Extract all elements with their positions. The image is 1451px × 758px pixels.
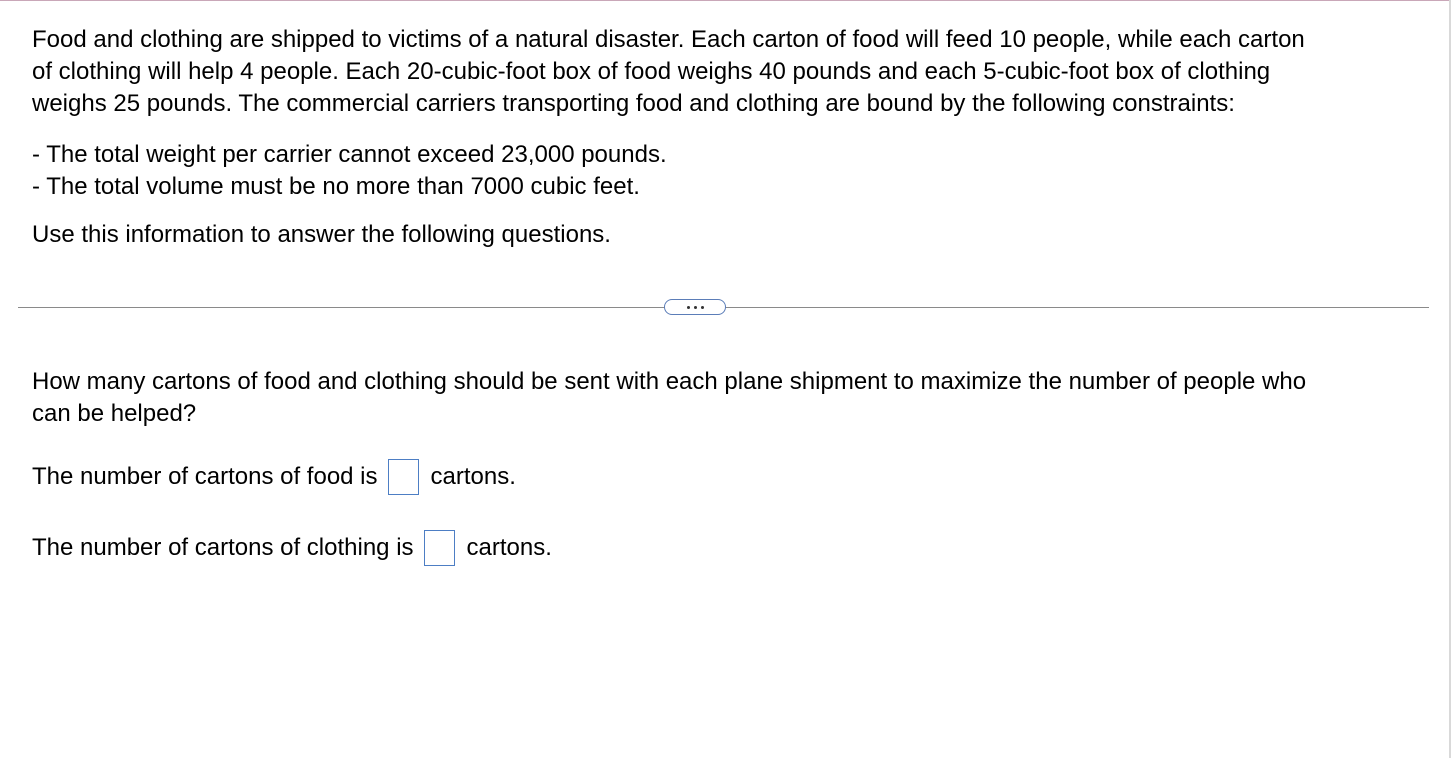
problem-line-1: Food and clothing are shipped to victims of a natural disaster. Each carton of food will feed 10 people, while each carton	[32, 26, 1305, 53]
food-answer-prefix: The number of cartons of food is	[32, 463, 378, 490]
constraint-weight: - The total weight per carrier cannot exceed 23,000 pounds.	[32, 141, 667, 168]
food-cartons-input[interactable]	[388, 459, 419, 495]
clothing-answer-suffix: cartons.	[466, 534, 552, 561]
constraint-volume: - The total volume must be no more than 7000 cubic feet.	[32, 173, 640, 200]
top-border	[0, 0, 1451, 1]
food-answer-row	[32, 457, 516, 497]
problem-line-3: weighs 25 pounds. The commercial carriers transporting food and clothing are bound by the following constraints:	[32, 90, 1235, 117]
ellipsis-dot-icon	[701, 306, 704, 309]
clothing-cartons-input[interactable]	[424, 530, 455, 566]
clothing-answer-row	[32, 528, 552, 568]
food-answer-suffix: cartons.	[430, 463, 516, 490]
clothing-answer-prefix: The number of cartons of clothing is	[32, 534, 414, 561]
question-line-2: can be helped?	[32, 400, 197, 427]
expand-more-button[interactable]	[664, 299, 726, 315]
problem-line-2: of clothing will help 4 people. Each 20-cubic-foot box of food weighs 40 pounds and each 5-cubic-foot box of clothing	[32, 58, 1271, 85]
ellipsis-dot-icon	[694, 306, 697, 309]
ellipsis-dot-icon	[687, 306, 690, 309]
question-line-1: How many cartons of food and clothing should be sent with each plane shipment to maximize the number of people who	[32, 368, 1307, 395]
instruction-text: Use this information to answer the following questions.	[32, 221, 611, 248]
